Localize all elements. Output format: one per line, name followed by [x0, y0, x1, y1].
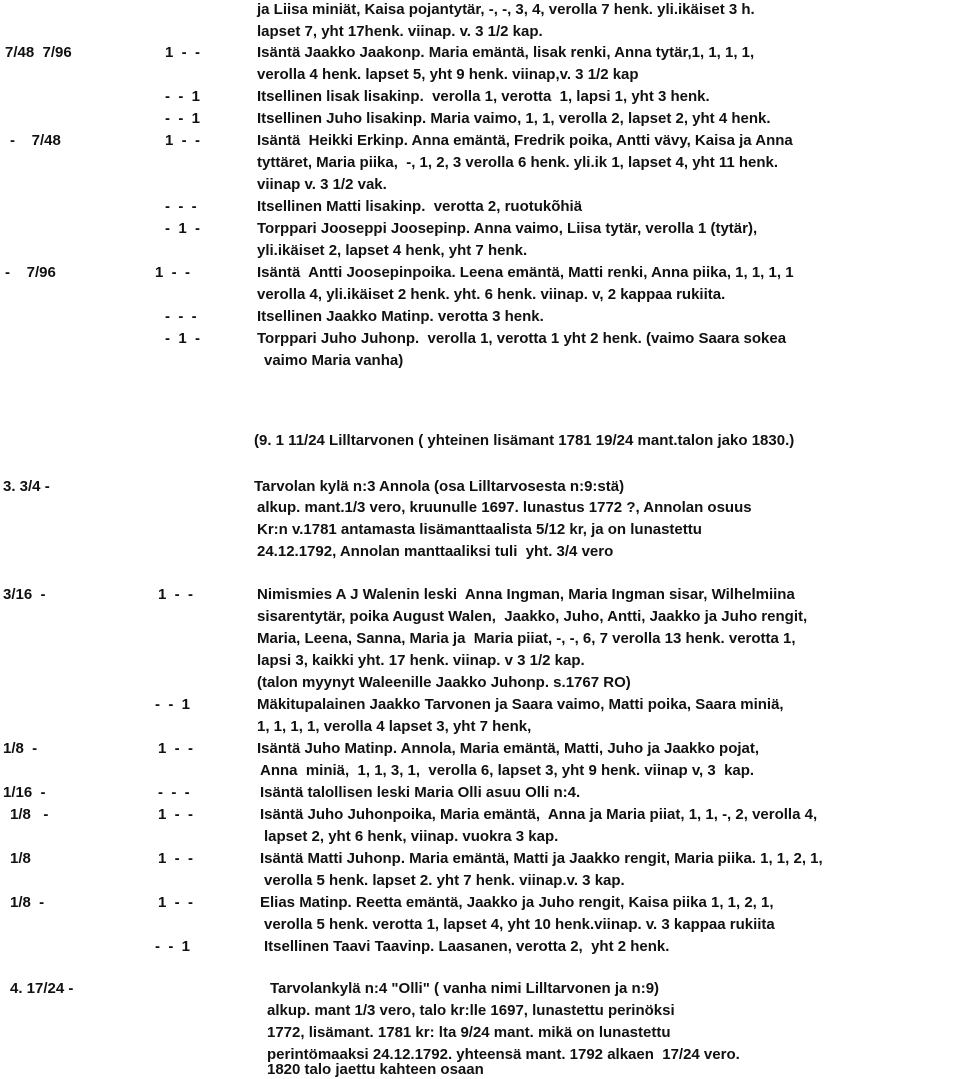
text-line: Itsellinen Jaakko Matinp. verotta 3 henk.: [257, 308, 544, 325]
text-line: 4. 17/24 -: [10, 980, 74, 997]
text-line: - - 1: [155, 696, 191, 713]
text-line: - 7/48: [10, 132, 61, 149]
text-line: 1/8 -: [10, 894, 45, 911]
text-line: Kr:n v.1781 antamasta lisämanttaalista 5/12 kr, ja on lunastettu: [257, 521, 702, 538]
text-line: sisarentytär, poika August Walen, Jaakko, Juho, Antti, Jaakko ja Juho rengit,: [257, 608, 808, 625]
text-line: verolla 4, yli.ikäiset 2 henk. yht. 6 henk. viinap. v, 2 kappaa rukiita.: [257, 286, 726, 303]
text-line: - 1 -: [165, 330, 201, 347]
text-line: Anna miniä, 1, 1, 3, 1, verolla 6, lapset 3, yht 9 henk. viinap v, 3 kap.: [260, 762, 755, 779]
text-line: 24.12.1792, Annolan manttaaliksi tuli yht. 3/4 vero: [257, 543, 614, 560]
text-line: 1, 1, 1, 1, verolla 4 lapset 3, yht 7 henk,: [257, 718, 532, 735]
text-line: Mäkitupalainen Jaakko Tarvonen ja Saara vaimo, Matti poika, Saara miniä,: [257, 696, 784, 713]
text-line: Isäntä Antti Joosepinpoika. Leena emäntä, Matti renki, Anna piika, 1, 1, 1, 1: [257, 264, 794, 281]
text-line: - - 1: [155, 938, 191, 955]
text-line: 1820 talo jaettu kahteen osaan: [267, 1061, 484, 1078]
text-line: Torppari Juho Juhonp. verolla 1, verotta 1 yht 2 henk. (vaimo Saara sokea: [257, 330, 787, 347]
text-line: vaimo Maria vanha): [264, 352, 404, 369]
text-line: - - -: [165, 308, 197, 325]
text-line: 1 - -: [165, 44, 201, 61]
text-line: 1 - -: [158, 894, 194, 911]
text-line: lapset 7, yht 17henk. viinap. v. 3 1/2 kap.: [257, 23, 543, 40]
text-line: Elias Matinp. Reetta emäntä, Jaakko ja Juho rengit, Kaisa piika 1, 1, 2, 1,: [260, 894, 774, 911]
text-line: ja Liisa miniät, Kaisa pojantytär, -, -, 3, 4, verolla 7 henk. yli.ikäiset 3 h.: [257, 1, 755, 18]
text-line: perintömaaksi 24.12.1792. yhteensä mant. 1792 alkaen 17/24 vero.: [267, 1046, 740, 1063]
text-line: lapsi 3, kaikki yht. 17 henk. viinap. v 3 1/2 kap.: [257, 652, 585, 669]
text-line: 1/8 -: [3, 740, 38, 757]
text-line: verolla 5 henk. verotta 1, lapset 4, yht 10 henk.viinap. v. 3 kappaa rukiita: [264, 916, 775, 933]
text-line: 1 - -: [158, 586, 194, 603]
text-line: Isäntä Heikki Erkinp. Anna emäntä, Fredrik poika, Antti vävy, Kaisa ja Anna: [257, 132, 793, 149]
text-line: verolla 4 henk. lapset 5, yht 9 henk. viinap,v. 3 1/2 kap: [257, 66, 639, 83]
text-line: - - 1: [165, 110, 201, 127]
text-line: Isäntä Jaakko Jaakonp. Maria emäntä, lisak renki, Anna tytär,1, 1, 1, 1,: [257, 44, 755, 61]
text-line: Torppari Jooseppi Joosepinp. Anna vaimo, Liisa tytär, verolla 1 (tytär),: [257, 220, 758, 237]
text-line: 3. 3/4 -: [3, 478, 50, 495]
text-line: viinap v. 3 1/2 vak.: [257, 176, 387, 193]
text-line: - 1 -: [165, 220, 201, 237]
text-line: Tarvolankylä n:4 "Olli" ( vanha nimi Lilltarvonen ja n:9): [270, 980, 660, 997]
text-line: 1 - -: [165, 132, 201, 149]
text-line: 1 - -: [158, 740, 194, 757]
text-line: alkup. mant.1/3 vero, kruunulle 1697. lunastus 1772 ?, Annolan osuus: [257, 499, 752, 516]
text-line: 1 - -: [155, 264, 191, 281]
text-line: Isäntä talollisen leski Maria Olli asuu Olli n:4.: [260, 784, 581, 801]
text-line: Itsellinen Taavi Taavinp. Laasanen, verotta 2, yht 2 henk.: [264, 938, 670, 955]
text-line: (9. 1 11/24 Lilltarvonen ( yhteinen lisämant 1781 19/24 mant.talon jako 1830.): [254, 432, 795, 449]
text-line: Isäntä Juho Matinp. Annola, Maria emäntä, Matti, Juho ja Jaakko pojat,: [257, 740, 760, 757]
text-line: Tarvolan kylä n:3 Annola (osa Lilltarvosesta n:9:stä): [254, 478, 625, 495]
text-line: Maria, Leena, Sanna, Maria ja Maria piiat, -, -, 6, 7 verolla 13 henk. verotta 1,: [257, 630, 796, 647]
text-line: yli.ikäiset 2, lapset 4 henk, yht 7 henk.: [257, 242, 528, 259]
text-line: Isäntä Matti Juhonp. Maria emäntä, Matti ja Jaakko rengit, Maria piika. 1, 1, 2, 1,: [260, 850, 823, 867]
text-line: tyttäret, Maria piika, -, 1, 2, 3 verolla 6 henk. yli.ik 1, lapset 4, yht 11 henk.: [257, 154, 779, 171]
text-line: - - -: [165, 198, 197, 215]
text-line: 1 - -: [158, 850, 194, 867]
text-line: Itsellinen lisak lisakinp. verolla 1, verotta 1, lapsi 1, yht 3 henk.: [257, 88, 710, 105]
text-line: - - 1: [165, 88, 201, 105]
text-line: Itsellinen Matti lisakinp. verotta 2, ruotukõhiä: [257, 198, 583, 215]
text-line: (talon myynyt Waleenille Jaakko Juhonp. s.1767 RO): [257, 674, 631, 691]
text-line: - - -: [158, 784, 190, 801]
text-line: 1/8 -: [10, 806, 49, 823]
text-line: 1/16 -: [3, 784, 46, 801]
text-line: Isäntä Juho Juhonpoika, Maria emäntä, Anna ja Maria piiat, 1, 1, -, 2, verolla 4,: [260, 806, 818, 823]
text-line: 1/8: [10, 850, 31, 867]
text-line: alkup. mant 1/3 vero, talo kr:lle 1697, lunastettu perinöksi: [267, 1002, 675, 1019]
text-line: 7/48 7/96: [5, 44, 72, 61]
text-line: 1772, lisämant. 1781 kr: lta 9/24 mant. mikä on lunastettu: [267, 1024, 671, 1041]
text-line: lapset 2, yht 6 henk, viinap. vuokra 3 kap.: [264, 828, 559, 845]
text-line: Itsellinen Juho lisakinp. Maria vaimo, 1, 1, verolla 2, lapset 2, yht 4 henk.: [257, 110, 771, 127]
text-line: - 7/96: [5, 264, 56, 281]
text-line: 3/16 -: [3, 586, 46, 603]
text-line: verolla 5 henk. lapset 2. yht 7 henk. viinap.v. 3 kap.: [264, 872, 625, 889]
text-line: Nimismies A J Walenin leski Anna Ingman, Maria Ingman sisar, Wilhelmiina: [257, 586, 795, 603]
text-line: 1 - -: [158, 806, 194, 823]
